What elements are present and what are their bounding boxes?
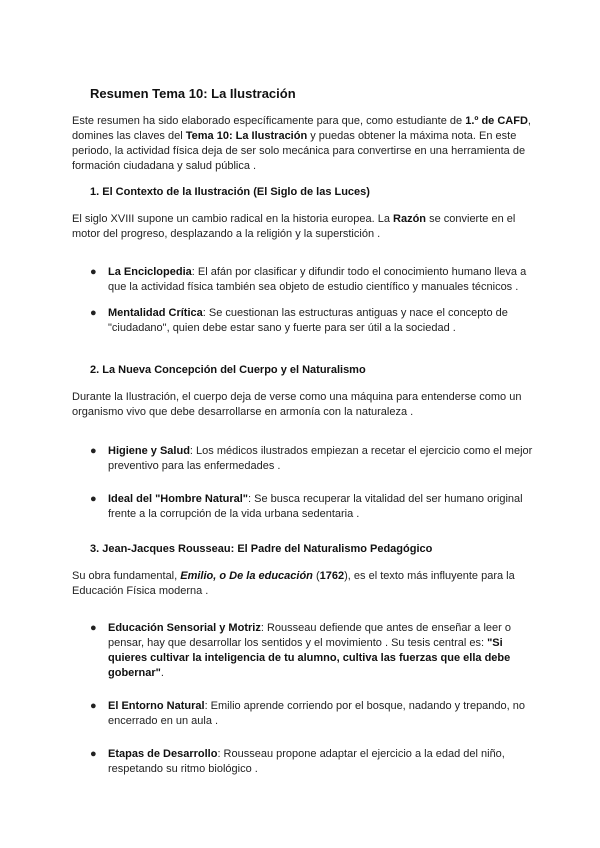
section-1-paragraph	[72, 212, 532, 242]
section-1-bullets	[90, 265, 534, 336]
section-1-heading: 1. El Contexto de la Ilustración (El Siglo de las Luces)	[90, 186, 370, 198]
paragraph-text: (	[312, 570, 320, 582]
bullet-term: La Enciclopedia	[108, 266, 192, 278]
section-3-bullets	[90, 621, 534, 777]
bullet-text: : Emilio aprende corriendo por el bosque, nadando y trepando, no encerrado en un aula .	[108, 700, 526, 727]
bullet-text: : Se busca recuperar la vitalidad del ser humano original frente a la corrupción de la vida urbana sedentaria .	[108, 493, 523, 520]
bullet-term: Mentalidad Crítica	[108, 307, 203, 319]
list-item	[90, 265, 534, 295]
bullet-icon: ●	[90, 622, 97, 634]
list-item	[90, 621, 534, 681]
section-2-paragraph: Durante la Ilustración, el cuerpo deja de verse como una máquina para entenderse como un organismo vivo que debe desarrollarse en armonía con la naturaleza .	[72, 391, 522, 418]
bullet-term: El Entorno Natural	[108, 700, 205, 712]
section-2-heading: 2. La Nueva Concepción del Cuerpo y el Naturalismo	[90, 364, 366, 376]
paragraph-text: se convierte en el motor del progreso, desplazando a la religión y la superstición .	[72, 213, 516, 240]
page-title: Resumen Tema 10: La Ilustración	[90, 86, 296, 101]
list-item	[90, 306, 534, 336]
list-item	[90, 699, 534, 729]
bullet-term: Ideal del "Hombre Natural"	[108, 493, 249, 505]
intro-text: , domines las claves del	[72, 115, 531, 142]
intro-bold-topic: Tema 10: La Ilustración	[185, 130, 308, 142]
list-item	[90, 492, 534, 522]
bullet-icon: ●	[90, 700, 97, 712]
bullet-icon: ●	[90, 748, 97, 760]
section-3-paragraph	[72, 569, 532, 599]
bullet-text: : Se cuestionan las estructuras antiguas y nace el concepto de "ciudadano", quien debe estar sano y fuerte para ser útil a la sociedad .	[108, 307, 508, 334]
paragraph-text: El siglo XVIII supone un cambio radical en la historia europea. La	[72, 213, 394, 225]
section-2-bullets	[90, 444, 534, 522]
bullet-term: Higiene y Salud	[108, 445, 190, 457]
bullet-term: Etapas de Desarrollo	[108, 748, 218, 760]
list-item	[90, 747, 534, 777]
intro-text: y puedas obtener la máxima nota. En este periodo, la actividad física deja de ser solo mecánica para convertirse en una herramienta de formación ciudadana y salud pública .	[72, 130, 526, 172]
bullet-term: Educación Sensorial y Motriz	[108, 622, 261, 634]
bullet-icon: ●	[90, 266, 97, 278]
paragraph-bold: Razón	[393, 213, 427, 225]
paragraph-text: ), es el texto más influyente para la Educación Física moderna .	[72, 570, 515, 597]
intro-paragraph	[72, 114, 532, 174]
book-year: 1762	[319, 570, 345, 582]
bullet-text: .	[160, 667, 164, 679]
bullet-text: : El afán por clasificar y difundir todo el conocimiento humano lleva a que la actividad física también sea objeto de estudio científico y manuales técnicos .	[108, 266, 527, 293]
intro-bold-course: 1.º de CAFD	[465, 115, 528, 127]
book-title: Emilio, o De la educación	[180, 570, 313, 582]
bullet-quote: "Si quieres cultivar la inteligencia de tu alumno, cultiva las fuerzas que ella debe gobernar"	[108, 637, 511, 679]
bullet-icon: ●	[90, 307, 97, 319]
list-item	[90, 444, 534, 474]
bullet-text: : Los médicos ilustrados empiezan a recetar el ejercicio como el mejor preventivo para las enfermedades .	[108, 445, 533, 472]
bullet-icon: ●	[90, 445, 97, 457]
intro-text: Este resumen ha sido elaborado específicamente para que, como estudiante de	[72, 115, 466, 127]
bullet-text: : Rousseau defiende que antes de enseñar a leer o pensar, hay que desarrollar los sentidos y el movimiento . Su tesis central es:	[108, 622, 511, 649]
paragraph-text: Su obra fundamental,	[72, 570, 181, 582]
bullet-icon: ●	[90, 493, 97, 505]
bullet-text: : Rousseau propone adaptar el ejercicio a la edad del niño, respetando su ritmo biológico .	[108, 748, 505, 775]
section-3-heading: 3. Jean-Jacques Rousseau: El Padre del Naturalismo Pedagógico	[90, 543, 433, 555]
